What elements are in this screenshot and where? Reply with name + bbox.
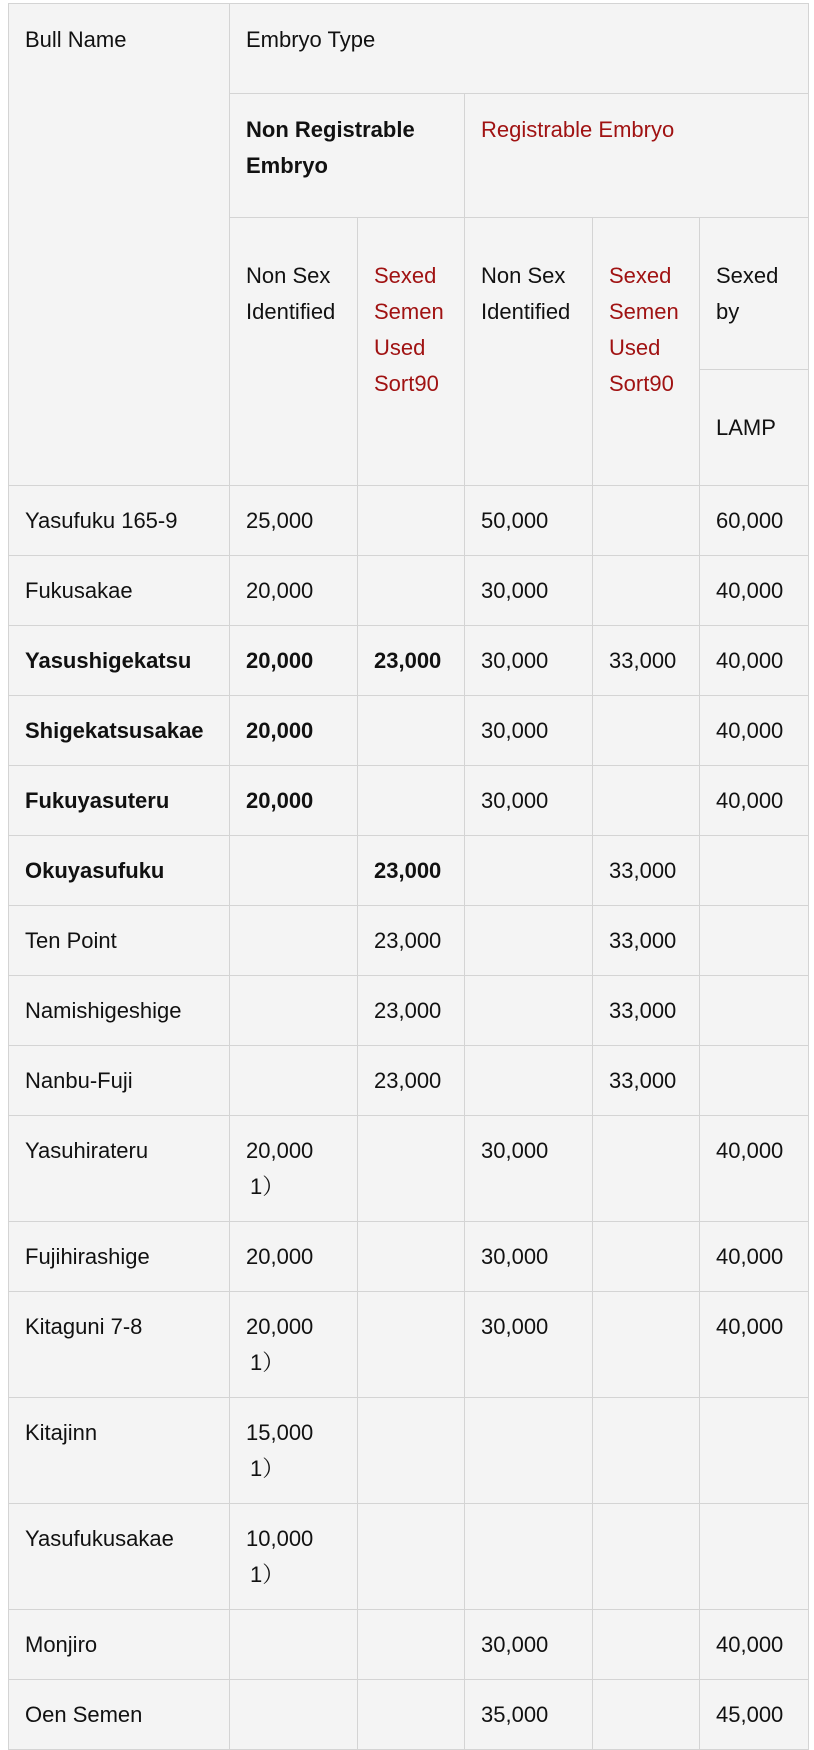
lamp-cell: [700, 1292, 809, 1398]
bull-name-value: Namishigeshige: [25, 997, 182, 1023]
r-non-sex-cell: [465, 1610, 593, 1680]
table-row: [9, 1222, 809, 1292]
table-row: [9, 1292, 809, 1398]
bull-name-value: Fukuyasuteru: [25, 787, 170, 813]
bull-name-cell: [9, 556, 230, 626]
nr-non-sex-cell: [230, 1292, 358, 1398]
r-sexed-cell: [593, 1292, 700, 1398]
bull-name-value: Monjiro: [25, 1631, 98, 1657]
nr-non-sex-value: 20,000: [246, 717, 314, 743]
nr-sexed-value: 23,000: [374, 857, 442, 883]
nr-non-sex-cell: [230, 1222, 358, 1292]
embryo-price-table: [8, 3, 809, 1750]
nr-non-sex-cell: [230, 626, 358, 696]
r-non-sex-value: 30,000: [481, 1631, 549, 1657]
bull-name-value: Fujihirashige: [25, 1243, 150, 1269]
r-non-sex-cell: [465, 1046, 593, 1116]
r-non-sex-cell: [465, 1292, 593, 1398]
r-sexed-cell: [593, 1398, 700, 1504]
r-non-sex-value: 30,000: [481, 1314, 549, 1339]
r-sexed-cell: [593, 486, 700, 556]
lamp-cell: [700, 766, 809, 836]
nr-non-sex-cell: [230, 1046, 358, 1116]
table-row: [9, 626, 809, 696]
table-row: [9, 976, 809, 1046]
table-row: [9, 906, 809, 976]
nr-non-sex-value: 20,000: [246, 787, 314, 813]
footnote-marker: 1）: [250, 1350, 285, 1375]
nr-sexed-value: 23,000: [374, 927, 442, 953]
lamp-value: 40,000: [716, 577, 784, 603]
nr-sexed-cell: [358, 1504, 465, 1610]
nr-non-sex-value: 15,000: [246, 1420, 314, 1445]
bull-name-cell: [9, 906, 230, 976]
lamp-value: 40,000: [716, 647, 784, 673]
header-sexed-by: Sexed by: [700, 218, 809, 370]
footnote-marker: 1）: [250, 1456, 285, 1481]
lamp-cell: [700, 1398, 809, 1504]
nr-sexed-cell: [358, 766, 465, 836]
r-non-sex-cell: [465, 836, 593, 906]
bull-name-cell: [9, 1116, 230, 1222]
r-sexed-value: 33,000: [609, 1067, 677, 1093]
lamp-value: 45,000: [716, 1701, 784, 1727]
r-non-sex-cell: [465, 766, 593, 836]
bull-name-value: Oen Semen: [25, 1701, 143, 1727]
nr-non-sex-value: 20,000: [246, 1243, 314, 1269]
nr-sexed-cell: [358, 1610, 465, 1680]
bull-name-value: Fukusakae: [25, 577, 133, 603]
lamp-cell: [700, 976, 809, 1046]
lamp-value: 60,000: [716, 507, 784, 533]
nr-non-sex-value: 20,000: [246, 577, 314, 603]
r-sexed-cell: [593, 696, 700, 766]
bull-name-cell: [9, 1292, 230, 1398]
header-nr-non-sex: Non Sex Identified: [230, 218, 358, 486]
nr-sexed-cell: [358, 1116, 465, 1222]
lamp-cell: [700, 626, 809, 696]
nr-non-sex-value: 20,000: [246, 1138, 314, 1163]
nr-sexed-cell: [358, 1398, 465, 1504]
r-non-sex-value: 30,000: [481, 787, 549, 813]
lamp-cell: [700, 1222, 809, 1292]
nr-sexed-cell: [358, 626, 465, 696]
nr-non-sex-cell: [230, 486, 358, 556]
lamp-cell: [700, 906, 809, 976]
r-sexed-cell: [593, 1504, 700, 1610]
lamp-cell: [700, 836, 809, 906]
r-non-sex-value: 30,000: [481, 717, 549, 743]
lamp-value: 40,000: [716, 1243, 784, 1269]
table-row: [9, 1680, 809, 1750]
lamp-value: 40,000: [716, 1314, 784, 1339]
nr-non-sex-cell: [230, 766, 358, 836]
nr-non-sex-value: 25,000: [246, 507, 314, 533]
header-bull-name: Bull Name: [9, 4, 230, 486]
nr-non-sex-cell: [230, 906, 358, 976]
bull-name-value: Okuyasufuku: [25, 857, 165, 883]
r-non-sex-value: 30,000: [481, 1138, 549, 1163]
bull-name-cell: [9, 836, 230, 906]
r-sexed-value: 33,000: [609, 997, 677, 1023]
nr-sexed-cell: [358, 696, 465, 766]
r-sexed-value: 33,000: [609, 927, 677, 953]
r-non-sex-cell: [465, 556, 593, 626]
r-sexed-value: 33,000: [609, 647, 677, 673]
header-nr-sexed-semen: Sexed Semen Used Sort90: [358, 218, 465, 486]
footnote-marker: 1）: [250, 1174, 285, 1199]
header-r-sexed-semen: Sexed Semen Used Sort90: [593, 218, 700, 486]
nr-sexed-cell: [358, 1046, 465, 1116]
r-non-sex-value: 50,000: [481, 507, 549, 533]
r-sexed-cell: [593, 1046, 700, 1116]
lamp-cell: [700, 696, 809, 766]
nr-non-sex-cell: [230, 1680, 358, 1750]
bull-name-value: Yasufukusakae: [25, 1526, 174, 1551]
bull-name-value: Kitajinn: [25, 1420, 98, 1445]
r-non-sex-value: 30,000: [481, 1243, 549, 1269]
lamp-cell: [700, 486, 809, 556]
nr-sexed-value: 23,000: [374, 1067, 442, 1093]
nr-non-sex-value: 20,000: [246, 647, 314, 673]
header-row-1: [9, 4, 809, 94]
nr-non-sex-cell: [230, 1610, 358, 1680]
table-row: [9, 1046, 809, 1116]
lamp-value: 40,000: [716, 1138, 784, 1163]
nr-non-sex-cell: [230, 1398, 358, 1504]
header-r-non-sex: Non Sex Identified: [465, 218, 593, 486]
nr-non-sex-cell: [230, 976, 358, 1046]
bull-name-cell: [9, 486, 230, 556]
bull-name-value: Yasushigekatsu: [25, 647, 192, 673]
bull-name-cell: [9, 766, 230, 836]
table-row: [9, 486, 809, 556]
header-registrable: Registrable Embryo: [465, 94, 809, 218]
r-non-sex-cell: [465, 626, 593, 696]
bull-name-value: Ten Point: [25, 927, 117, 953]
r-sexed-cell: [593, 1610, 700, 1680]
bull-name-cell: [9, 1046, 230, 1116]
r-non-sex-cell: [465, 1222, 593, 1292]
r-non-sex-cell: [465, 1398, 593, 1504]
bull-name-value: Yasuhirateru: [25, 1138, 149, 1163]
bull-name-cell: [9, 1398, 230, 1504]
nr-sexed-cell: [358, 1292, 465, 1398]
nr-sexed-cell: [358, 906, 465, 976]
r-sexed-cell: [593, 556, 700, 626]
nr-non-sex-cell: [230, 836, 358, 906]
r-non-sex-value: 30,000: [481, 577, 549, 603]
bull-name-value: Nanbu-Fuji: [25, 1067, 133, 1093]
r-non-sex-cell: [465, 1116, 593, 1222]
r-sexed-cell: [593, 1116, 700, 1222]
nr-sexed-value: 23,000: [374, 997, 442, 1023]
r-sexed-cell: [593, 1680, 700, 1750]
r-non-sex-cell: [465, 906, 593, 976]
nr-sexed-cell: [358, 556, 465, 626]
lamp-cell: [700, 1116, 809, 1222]
r-non-sex-cell: [465, 486, 593, 556]
lamp-value: 40,000: [716, 717, 784, 743]
r-sexed-cell: [593, 836, 700, 906]
r-non-sex-cell: [465, 1504, 593, 1610]
table-row: [9, 836, 809, 906]
nr-non-sex-cell: [230, 696, 358, 766]
lamp-cell: [700, 1610, 809, 1680]
table-row: [9, 766, 809, 836]
bull-name-cell: [9, 1680, 230, 1750]
nr-sexed-cell: [358, 976, 465, 1046]
lamp-cell: [700, 1046, 809, 1116]
table-row: [9, 1610, 809, 1680]
nr-non-sex-cell: [230, 1116, 358, 1222]
bull-name-value: Yasufuku 165-9: [25, 507, 178, 533]
bull-name-cell: [9, 1610, 230, 1680]
lamp-cell: [700, 556, 809, 626]
table-row: [9, 556, 809, 626]
r-non-sex-cell: [465, 1680, 593, 1750]
lamp-cell: [700, 1680, 809, 1750]
bull-name-cell: [9, 976, 230, 1046]
header-non-registrable: Non Registrable Embryo: [230, 94, 465, 218]
header-embryo-type: Embryo Type: [230, 4, 809, 94]
footnote-marker: 1）: [250, 1562, 285, 1587]
bull-name-cell: [9, 696, 230, 766]
r-non-sex-value: 30,000: [481, 647, 549, 673]
table-row: [9, 1116, 809, 1222]
nr-sexed-cell: [358, 1680, 465, 1750]
r-non-sex-cell: [465, 696, 593, 766]
table-row: [9, 1504, 809, 1610]
r-sexed-cell: [593, 906, 700, 976]
nr-sexed-cell: [358, 1222, 465, 1292]
header-lamp: LAMP: [700, 370, 809, 486]
bull-name-cell: [9, 626, 230, 696]
bull-name-value: Kitaguni 7-8: [25, 1314, 143, 1339]
nr-non-sex-value: 20,000: [246, 1314, 314, 1339]
table-row: [9, 1398, 809, 1504]
bull-name-cell: [9, 1222, 230, 1292]
lamp-cell: [700, 1504, 809, 1610]
r-sexed-value: 33,000: [609, 857, 677, 883]
nr-sexed-cell: [358, 836, 465, 906]
bull-name-cell: [9, 1504, 230, 1610]
lamp-value: 40,000: [716, 787, 784, 813]
r-non-sex-value: 35,000: [481, 1701, 549, 1727]
r-non-sex-cell: [465, 976, 593, 1046]
nr-sexed-value: 23,000: [374, 647, 442, 673]
table-row: [9, 696, 809, 766]
nr-sexed-cell: [358, 486, 465, 556]
r-sexed-cell: [593, 976, 700, 1046]
nr-non-sex-cell: [230, 1504, 358, 1610]
bull-name-value: Shigekatsusakae: [25, 717, 204, 743]
r-sexed-cell: [593, 626, 700, 696]
nr-non-sex-cell: [230, 556, 358, 626]
lamp-value: 40,000: [716, 1631, 784, 1657]
nr-non-sex-value: 10,000: [246, 1526, 314, 1551]
r-sexed-cell: [593, 1222, 700, 1292]
r-sexed-cell: [593, 766, 700, 836]
